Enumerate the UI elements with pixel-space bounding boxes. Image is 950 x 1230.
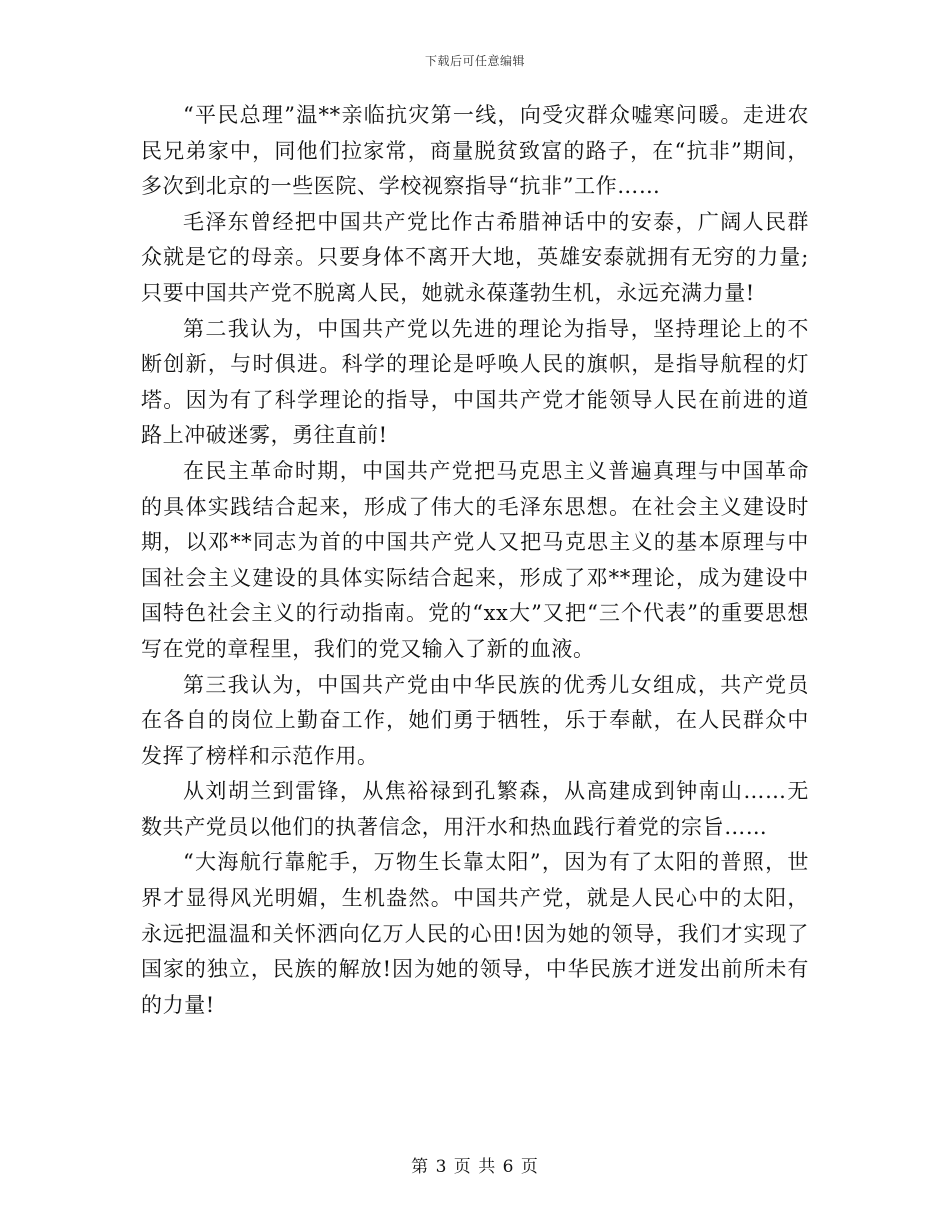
paragraph-2: 毛泽东曾经把中国共产党比作古希腊神话中的安泰，广阔人民群众就是它的母亲。只要身体不离开大地，英雄安泰就拥有无穷的力量;只要中国共产党不脱离人民，她就永葆蓬勃生机，永远充满力量! — [141, 209, 809, 305]
paragraph-7: “大海航行靠舵手，万物生长靠太阳”，因为有了太阳的普照，世界才显得风光明媚，生机盎然。中国共产党，就是人民心中的太阳，永远把温温和关怀洒向亿万人民的心田!因为她的领导，我们才实现了国家的独立，民族的解放!因为她的领导，中华民族才迸发出前所未有的力量! — [141, 850, 809, 1017]
paragraph-3: 第二我认为，中国共产党以先进的理论为指导，坚持理论上的不断创新，与时俱进。科学的理论是呼唤人民的旗帜，是指导航程的灯塔。因为有了科学理论的指导，中国共产党才能领导人民在前进的道路上冲破迷雾，勇往直前! — [141, 316, 809, 448]
paragraph-4: 在民主革命时期，中国共产党把马克思主义普遍真理与中国革命的具体实践结合起来，形成了伟大的毛泽东思想。在社会主义建设时期，以邓**同志为首的中国共产党人又把马克思主义的基本原理与中国社会主义建设的具体实际结合起来，形成了邓**理论，成为建设中国特色社会主义的行动指南。党的“xx大”又把“三个代表”的重要思想写在党的章程里，我们的党又输入了新的血液。 — [141, 458, 809, 661]
page-header: 下载后可任意编辑 — [424, 54, 525, 68]
paragraph-6: 从刘胡兰到雷锋，从焦裕禄到孔繁森，从高建成到钟南山……无数共产党员以他们的执著信念，用汗水和热血践行着党的宗旨…… — [141, 779, 809, 839]
paragraph-1: “平民总理”温**亲临抗灾第一线，向受灾群众嘘寒问暖。走进农民兄弟家中，同他们拉家常，商量脱贫致富的路子，在“抗非”期间，多次到北京的一些医院、学校视察指导“抗非”工作…… — [141, 103, 809, 199]
page-footer: 第 3 页 共 6 页 — [411, 1157, 539, 1177]
paragraph-5: 第三我认为，中国共产党由中华民族的优秀儿女组成，共产党员在各自的岗位上勤奋工作，她们勇于牺牲，乐于奉献，在人民群众中发挥了榜样和示范作用。 — [141, 672, 809, 768]
document-body — [141, 98, 809, 1023]
